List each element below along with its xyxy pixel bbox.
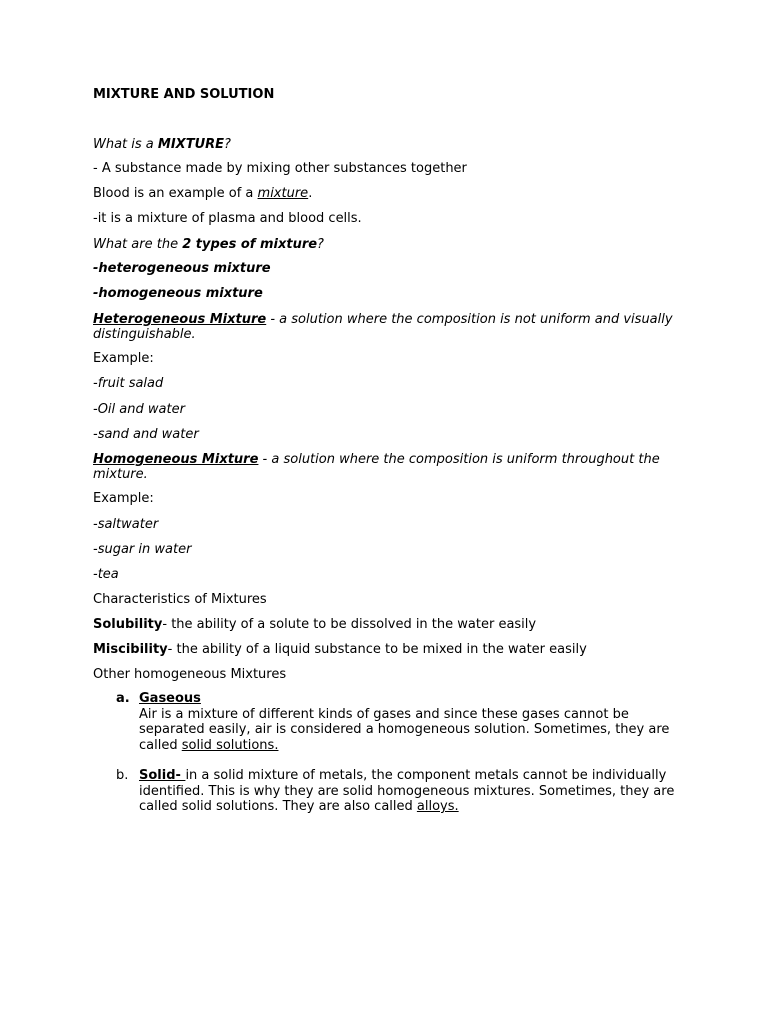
question-text: What is a [93,137,158,152]
solubility-line [93,617,536,632]
miscibility-description: - the ability of a liquid substance to be mixed in the water easily [167,642,587,657]
gaseous-term: Gaseous [139,691,201,706]
question-types [93,237,324,252]
list-item-gaseous [116,691,676,753]
example-item: -tea [93,567,119,582]
blood-example [93,186,312,201]
solid-solutions-term: solid solutions. [181,737,279,753]
example-item: -Oil and water [93,402,185,417]
solubility-term: Solubility [93,617,163,632]
list-item-body [139,768,676,815]
list-marker: b. [116,768,129,783]
example-label: Example: [93,491,154,506]
list-item-solid [116,768,676,815]
question-mark: ? [317,237,324,252]
type-homogeneous: -homogeneous mixture [93,286,263,301]
blood-text: Blood is an example of a [93,186,258,201]
heterogeneous-definition [93,312,683,342]
list-item-body [139,691,676,753]
blood-period: . [308,186,313,201]
homogeneous-definition [93,452,683,482]
alloys-term: alloys. [416,799,459,814]
other-mixtures-heading: Other homogeneous Mixtures [93,667,287,682]
question-text: What are the [93,237,183,252]
mixture-definition: - A substance made by mixing other substances together [93,161,467,176]
example-label: Example: [93,351,154,366]
heterogeneous-description: - a solution where the composition is not uniform and visually distinguishable. [93,312,673,342]
example-item: -saltwater [93,517,159,532]
miscibility-term: Miscibility [93,642,168,657]
solid-term: Solid- [139,768,186,783]
characteristics-heading: Characteristics of Mixtures [93,592,267,607]
example-item: -sand and water [93,427,199,442]
question-mixture [93,137,231,152]
example-item: -fruit salad [93,376,164,391]
gaseous-description [139,707,676,754]
homogeneous-term: Homogeneous Mixture [93,452,259,467]
question-keyword: MIXTURE [157,137,225,152]
mixture-term: mixture [257,186,309,201]
question-mark: ? [224,137,231,152]
type-heterogeneous: -heterogeneous mixture [93,261,271,276]
plasma-line: -it is a mixture of plasma and blood cells. [93,211,362,226]
question-keyword: 2 types of mixture [182,237,318,252]
miscibility-line [93,642,587,657]
solid-text: in a solid mixture of metals, the component metals cannot be individually identified. This is why they are solid homogeneous mixtures. Sometimes, they are called solid solutions. They are also called [139,768,675,814]
list-marker: a. [116,691,130,706]
document-title: MIXTURE AND SOLUTION [93,87,275,102]
heterogeneous-term: Heterogeneous Mixture [93,312,267,327]
example-item: -sugar in water [93,542,192,557]
gaseous-text: Air is a mixture of different kinds of gases and since these gases cannot be separated easily, air is considered a homogeneous solution. Sometimes, they are called [139,706,670,753]
solubility-description: - the ability of a solute to be dissolved in the water easily [162,617,537,632]
homogeneous-description: - a solution where the composition is uniform throughout the mixture. [93,452,660,482]
